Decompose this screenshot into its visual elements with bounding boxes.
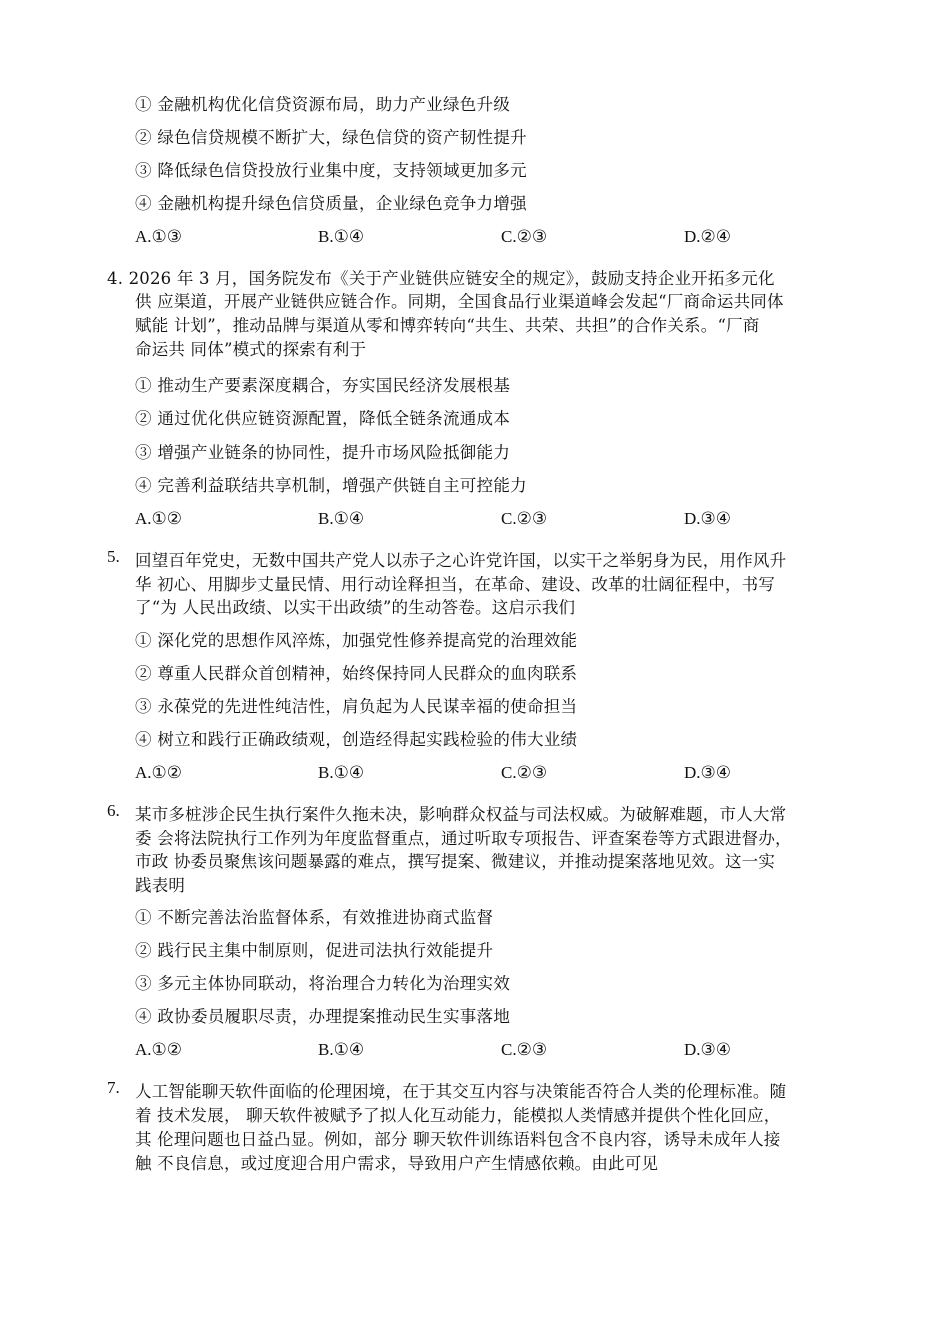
q4-answer-c: C.②③ xyxy=(501,509,548,528)
q5-option-2: ② 尊重人民群众首创精神，始终保持同人民群众的血肉联系 xyxy=(135,664,578,683)
q3-answer-a: A.①③ xyxy=(135,227,183,246)
q5-stem-line: 华 初心、用脚步丈量民情、用行动诠释担当，在革命、建设、改革的壮阔征程中，书写 xyxy=(135,575,776,594)
q6-stem-line: 委 会将法院执行工作列为年度监督重点，通过听取专项报告、评查案卷等方式跟进督办， xyxy=(135,829,792,848)
q4-stem-line: 4. 2026 年 3 月，国务院发布《关于产业链供应链安全的规定》，鼓励支持企业开拓多元化 xyxy=(107,269,775,288)
q7-stem-line: 其 伦理问题也日益凸显。例如，部分 聊天软件训练语料包含不良内容，诱导未成年人接 xyxy=(135,1130,781,1149)
q4-option-4: ④ 完善利益联结共享机制，增强产供链自主可控能力 xyxy=(135,476,527,495)
q5-answer-a: A.①② xyxy=(135,763,183,782)
q5-answer-d: D.③④ xyxy=(684,763,732,782)
q3-option-4: ④ 金融机构提升绿色信贷质量，企业绿色竞争力增强 xyxy=(135,194,527,213)
q5-number: 5. xyxy=(107,547,120,566)
q6-number: 6. xyxy=(107,801,120,820)
q4-option-1: ① 推动生产要素深度耦合，夯实国民经济发展根基 xyxy=(135,376,511,395)
q3-option-2: ② 绿色信贷规模不断扩大，绿色信贷的资产韧性提升 xyxy=(135,128,527,147)
q6-option-1: ① 不断完善法治监督体系，有效推进协商式监督 xyxy=(135,908,494,927)
q4-stem-line: 赋能 计划”，推动品牌与渠道从零和博弈转向“共生、共荣、共担”的合作关系。“厂商 xyxy=(135,316,760,335)
q6-option-4: ④ 政协委员履职尽责，办理提案推动民生实事落地 xyxy=(135,1007,511,1026)
q6-answer-a: A.①② xyxy=(135,1040,183,1059)
q6-stem-line: 市政 协委员聚焦该问题暴露的难点，撰写提案、微建议，并推动提案落地见效。这一实 xyxy=(135,852,776,871)
q6-stem-line: 某市多桩涉企民生执行案件久拖未决，影响群众权益与司法权威。为破解难题，市人大常 xyxy=(135,805,787,824)
q4-option-2: ② 通过优化供应链资源配置，降低全链条流通成本 xyxy=(135,409,511,428)
q6-option-3: ③ 多元主体协同联动，将治理合力转化为治理实效 xyxy=(135,974,511,993)
q7-stem-line: 着 技术发展， 聊天软件被赋予了拟人化互动能力，能模拟人类情感并提供个性化回应， xyxy=(135,1106,781,1125)
q3-option-1: ① 金融机构优化信贷资源布局，助力产业绿色升级 xyxy=(135,95,511,114)
q5-option-3: ③ 永葆党的先进性纯洁性，肩负起为人民谋幸福的使命担当 xyxy=(135,697,578,716)
q4-answer-b: B.①④ xyxy=(318,509,365,528)
q5-answer-c: C.②③ xyxy=(501,763,548,782)
q5-stem-line: 回望百年党史，无数中国共产党人以赤子之心许党许国，以实干之举躬身为民，用作风升 xyxy=(135,551,787,570)
q3-answer-c: C.②③ xyxy=(501,227,548,246)
q6-answer-d: D.③④ xyxy=(684,1040,732,1059)
q6-option-2: ② 践行民主集中制原则，促进司法执行效能提升 xyxy=(135,941,494,960)
q5-option-4: ④ 树立和践行正确政绩观，创造经得起实践检验的伟大业绩 xyxy=(135,730,578,749)
q3-answer-d: D.②④ xyxy=(684,227,732,246)
q7-number: 7. xyxy=(107,1078,120,1097)
q6-stem-line: 践表明 xyxy=(135,876,186,895)
q5-option-1: ① 深化党的思想作风淬炼，加强党性修养提高党的治理效能 xyxy=(135,631,578,650)
q4-stem-line: 供 应渠道，开展产业链供应链合作。同期，全国食品行业渠道峰会发起“厂商命运共同体 xyxy=(135,292,784,311)
q5-stem-line: 了“为 人民出政绩、以实干出政绩”的生动答卷。这启示我们 xyxy=(135,598,576,617)
q3-answer-b: B.①④ xyxy=(318,227,365,246)
q6-answer-c: C.②③ xyxy=(501,1040,548,1059)
q4-answer-a: A.①② xyxy=(135,509,183,528)
q7-stem-line: 人工智能聊天软件面临的伦理困境，在于其交互内容与决策能否符合人类的伦理标准。随 xyxy=(135,1082,787,1101)
q7-stem-line: 触 不良信息，或过度迎合用户需求，导致用户产生情感依赖。由此可见 xyxy=(135,1154,659,1173)
q5-answer-b: B.①④ xyxy=(318,763,365,782)
q4-stem-line: 命运共 同体”模式的探索有利于 xyxy=(135,340,367,359)
q6-answer-b: B.①④ xyxy=(318,1040,365,1059)
q4-answer-d: D.③④ xyxy=(684,509,732,528)
q4-option-3: ③ 增强产业链条的协同性，提升市场风险抵御能力 xyxy=(135,443,511,462)
q3-option-3: ③ 降低绿色信贷投放行业集中度，支持领域更加多元 xyxy=(135,161,527,180)
